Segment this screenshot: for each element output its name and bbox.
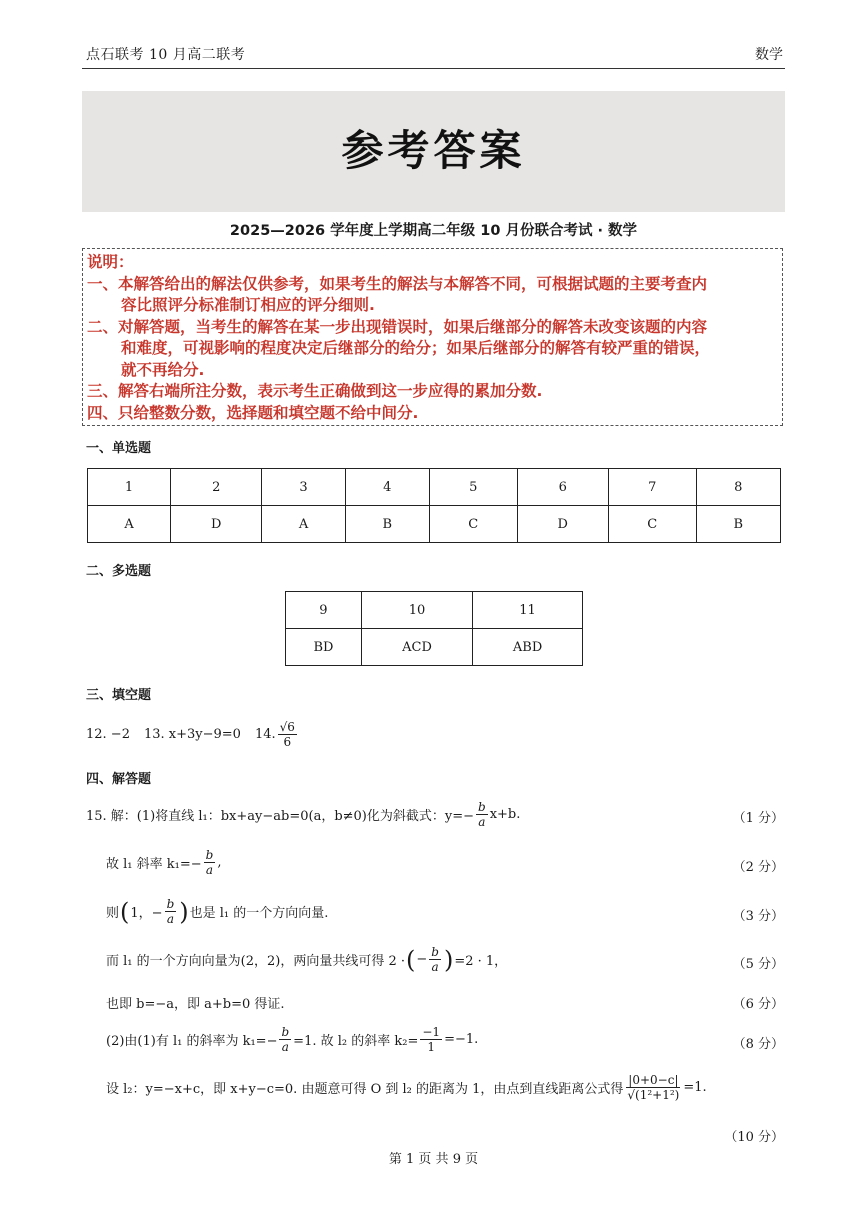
fraction (429, 945, 441, 974)
left-paren: ( (120, 897, 130, 926)
fill-answers (86, 720, 299, 749)
solution-text: x+b. (489, 807, 521, 822)
table-cell: ACD (361, 629, 472, 666)
section-solutions: 四、解答题 (86, 772, 152, 787)
note-4: 四、只给整数分数，选择题和填空题不给中间分. (87, 403, 419, 422)
fraction-denominator: a (431, 960, 439, 974)
table-row (286, 592, 583, 629)
instructions-box (82, 248, 783, 426)
title-banner (82, 91, 785, 212)
header-rule (82, 68, 785, 69)
section-single-choice: 一、单选题 (86, 441, 152, 456)
solution-text: , (217, 855, 222, 870)
fraction-numerator: b (478, 800, 486, 814)
right-paren: ) (443, 945, 454, 974)
solution-text: 1，− (130, 906, 163, 921)
fraction-denominator: 6 (283, 735, 292, 749)
solution-line-6 (106, 1025, 478, 1054)
fraction-numerator: b (281, 1025, 290, 1039)
table-cell: 10 (361, 592, 472, 629)
score-note: （8 分） (732, 1037, 784, 1052)
fraction-numerator: b (431, 945, 439, 959)
solution-line-2 (106, 848, 221, 877)
table-cell: A (88, 506, 171, 543)
solution-text: =2 · 1， (454, 954, 508, 969)
solution-text: − (416, 952, 428, 967)
note-3: 三、解答右端所注分数，表示考生正确做到这一步应得的累加分数. (87, 382, 543, 400)
note-1a: 一、本解答给出的解法仅供参考，如果考生的解法与本解答不同，可根据试题的主要考查内 (87, 274, 708, 293)
solution-line-7 (106, 1073, 707, 1102)
solution-line-4 (106, 945, 507, 974)
note-2b: 和难度，可视影响的程度决定后继部分的给分；如果后继部分的解答有较严重的错误， (121, 339, 711, 357)
fraction (476, 800, 488, 829)
answer-14-label: 14. (254, 727, 276, 742)
table-row (88, 469, 781, 506)
right-paren: ) (179, 897, 189, 926)
table-cell: A (262, 506, 345, 543)
score-note: （10 分） (724, 1130, 784, 1145)
answer-12: 12. −2 (86, 727, 130, 742)
fraction-denominator: a (478, 815, 486, 829)
fraction-denominator: a (281, 1040, 289, 1054)
solution-line-5 (106, 993, 285, 1012)
fraction (204, 848, 216, 877)
table-cell: 9 (286, 592, 362, 629)
solution-text: 15. 解：(1)将直线 l₁：bx+ay−ab=0(a，b≠0)化为斜截式：y=− (86, 809, 475, 824)
table-cell: C (608, 506, 696, 543)
fraction (625, 1073, 681, 1102)
note-title: 说明： (87, 253, 134, 271)
fraction-denominator: 1 (427, 1040, 436, 1054)
table-cell: B (696, 506, 781, 543)
table-cell: 8 (696, 469, 781, 506)
header-left-text: 点石联考 10 月高二联考 (86, 47, 246, 63)
table-cell: C (429, 506, 517, 543)
table-cell: D (517, 506, 608, 543)
solution-text: 也即 b=−a，即 a+b=0 得证. (106, 997, 285, 1012)
table-cell: 1 (88, 469, 171, 506)
table-cell: D (171, 506, 262, 543)
table-row (286, 629, 583, 666)
solution-text: 则 (106, 906, 120, 921)
section-fill-blank: 三、填空题 (86, 688, 152, 703)
note-2a: 二、对解答题，当考生的解答在某一步出现错误时，如果后继部分的解答未改变该题的内容 (87, 317, 708, 336)
table-cell: B (345, 506, 429, 543)
table-cell: 2 (171, 469, 262, 506)
answer-13: 13. x+3y−9=0 (143, 727, 241, 742)
section-multi-choice: 二、多选题 (86, 564, 152, 579)
note-2c: 就不再给分. (121, 360, 205, 379)
fraction-numerator: −1 (422, 1025, 441, 1039)
table-row (88, 506, 781, 543)
fraction-denominator: a (205, 863, 214, 877)
fraction (279, 1025, 291, 1054)
solution-text: =1. (683, 1080, 707, 1095)
solution-text: 故 l₁ 斜率 k₁=− (106, 857, 202, 872)
table-cell: 6 (517, 469, 608, 506)
exam-title: 2025—2026 学年度上学期高二年级 10 月份联合考试 · 数学 (229, 223, 638, 239)
fraction (165, 897, 177, 926)
fraction-denominator: √(1²+1²) (627, 1088, 680, 1102)
table-cell: 5 (429, 469, 517, 506)
score-note: （5 分） (732, 957, 784, 972)
fraction-denominator: a (166, 912, 174, 926)
solution-text: 也是 l₁ 的一个方向向量. (189, 906, 329, 921)
single-choice-table (87, 468, 781, 543)
solution-text: 设 l₂：y=−x+c，即 x+y−c=0. 由题意可得 O 到 l₂ 的距离为 1，由点到直线距离公式得 (106, 1082, 624, 1097)
table-cell: 7 (608, 469, 696, 506)
solution-line-3 (106, 897, 328, 926)
fraction (420, 1025, 442, 1054)
table-cell: 4 (345, 469, 429, 506)
answer-14-fraction (278, 720, 297, 749)
solution-text: =1. 故 l₂ 的斜率 k₂= (293, 1034, 419, 1049)
solution-text: 而 l₁ 的一个方向向量为(2，2)，两向量共线可得 2 · (106, 954, 405, 969)
left-paren: ( (406, 945, 416, 974)
multi-choice-table (285, 591, 583, 666)
fraction-numerator: √6 (279, 720, 295, 734)
score-note: （2 分） (732, 860, 784, 875)
score-note: （1 分） (732, 811, 784, 826)
table-cell: ABD (473, 629, 583, 666)
fraction-numerator: b (166, 897, 175, 911)
fraction-numerator: b (205, 848, 214, 862)
table-cell: 11 (473, 592, 583, 629)
header-subject: 数学 (755, 47, 783, 63)
score-note: （6 分） (732, 997, 784, 1012)
page-footer: 第 1 页 共 9 页 (388, 1152, 479, 1167)
solution-line-1 (86, 800, 520, 829)
table-cell: BD (286, 629, 362, 666)
banner-title: 参考答案 (341, 126, 526, 175)
score-note: （3 分） (732, 909, 784, 924)
table-cell: 3 (262, 469, 345, 506)
note-1b: 容比照评分标准制订相应的评分细则. (121, 296, 375, 314)
solution-text: (2)由(1)有 l₁ 的斜率为 k₁=− (106, 1034, 278, 1049)
fraction-numerator: |0+0−c| (628, 1073, 679, 1087)
solution-text: =−1. (444, 1032, 479, 1047)
